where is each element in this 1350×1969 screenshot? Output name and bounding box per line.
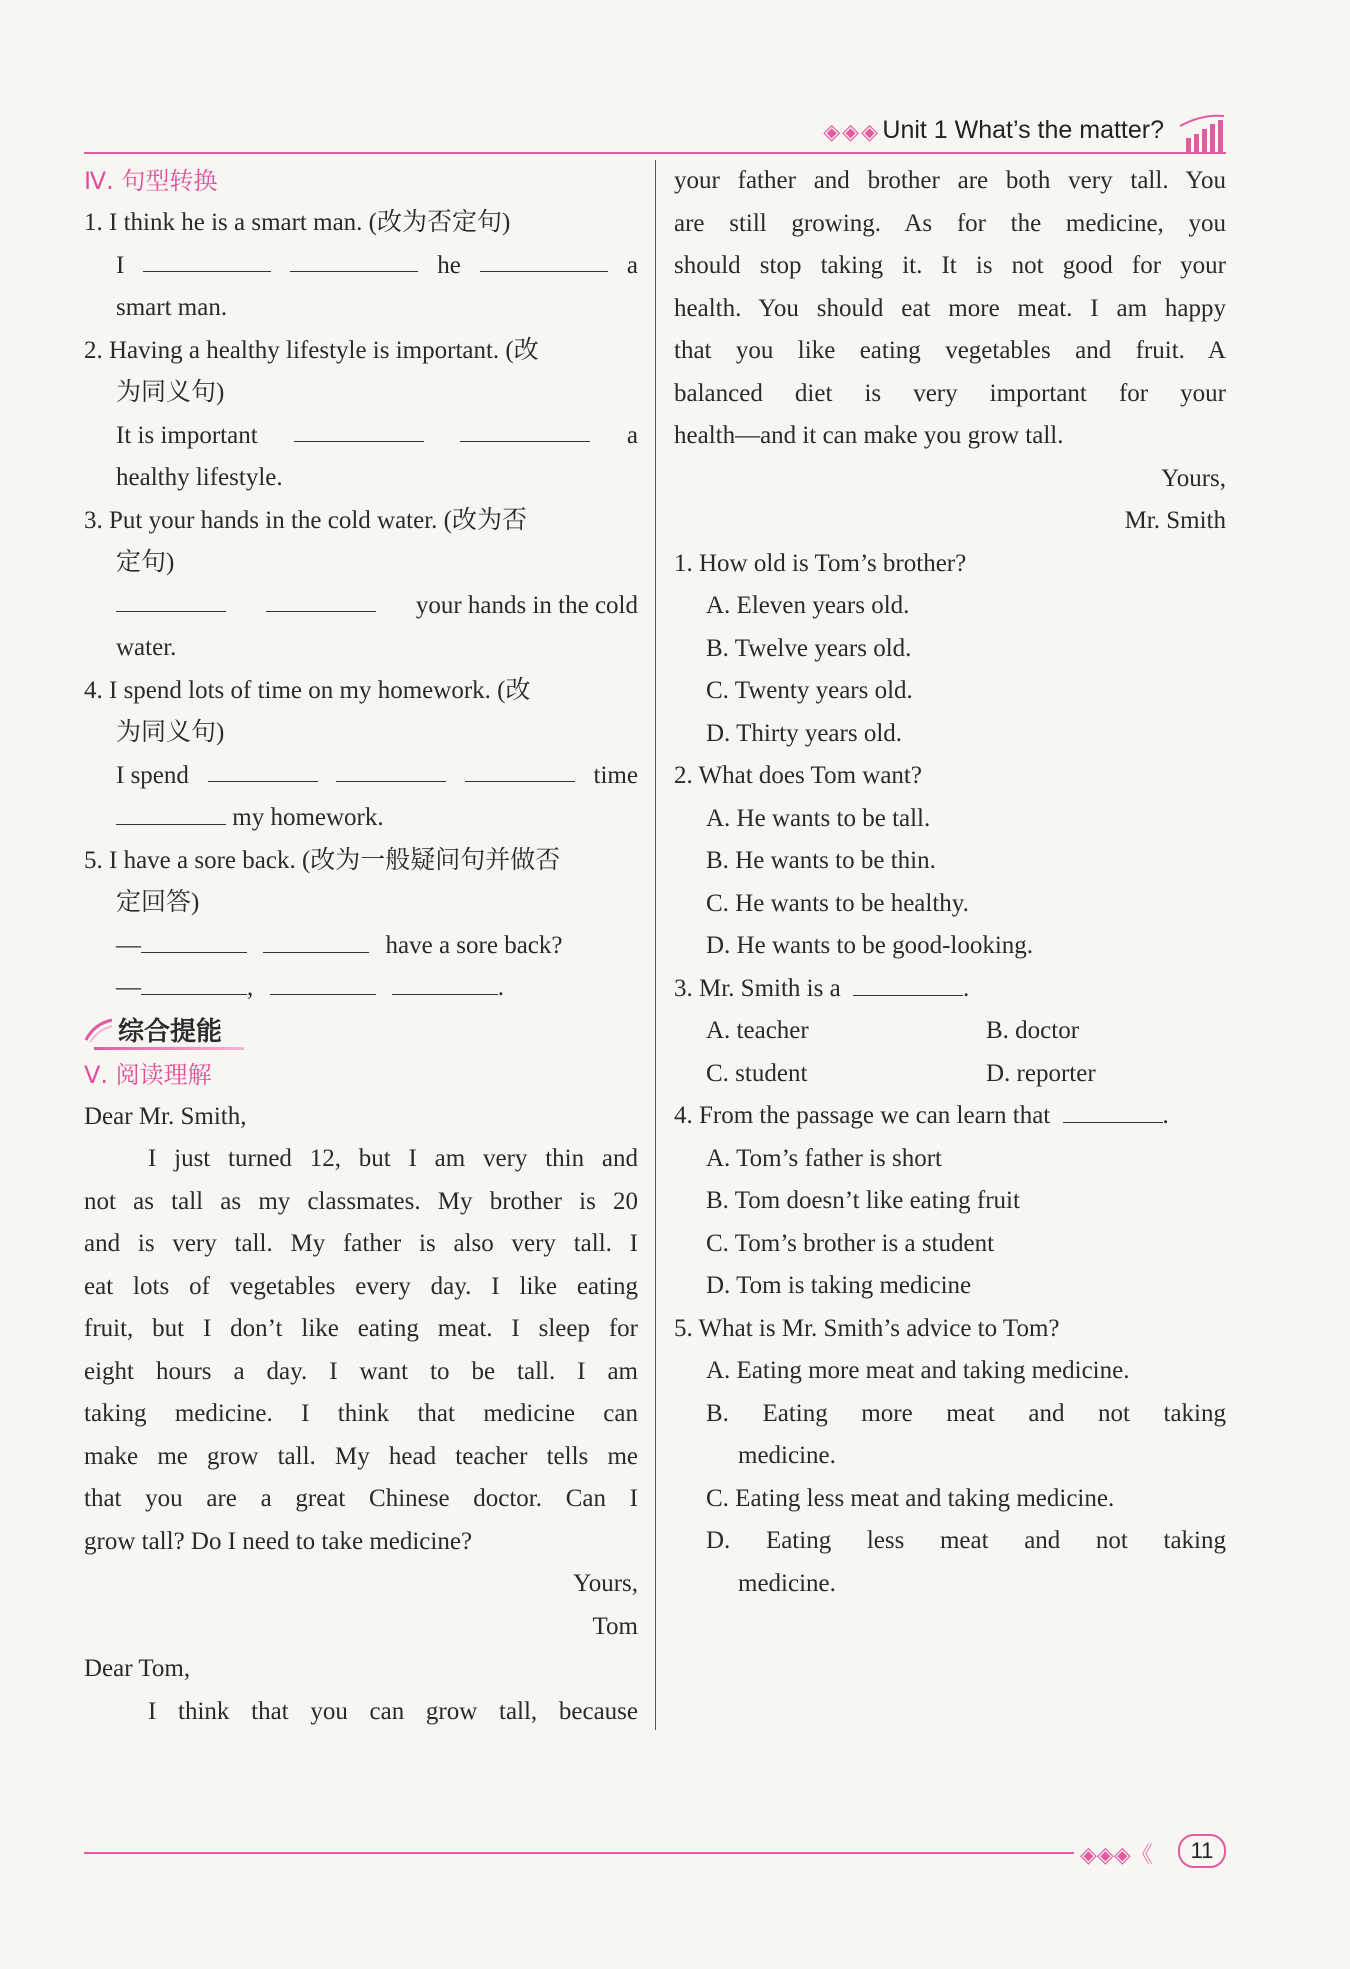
option-a[interactable]: A. Eating more meat and taking medicine. (706, 1357, 1130, 1384)
swoosh-icon (84, 1018, 114, 1044)
answer-blank[interactable] (116, 585, 226, 612)
answer-blank[interactable] (460, 415, 590, 442)
option-b-cont: medicine. (738, 1442, 836, 1469)
letter1-line: grow tall? Do I need to take medicine? (84, 1527, 473, 1555)
answer-blank[interactable] (290, 245, 418, 272)
q1-answer-end: smart man. (116, 294, 228, 321)
letter1-line: not as tall as my classmates. My brother is 20 (84, 1187, 638, 1215)
column-divider (655, 160, 656, 1730)
answer-blank[interactable] (141, 926, 247, 953)
q4-answer-line: I spend time (84, 755, 638, 798)
letter1-line: that you are a great Chinese doctor. Can I (84, 1485, 638, 1512)
letter2-closing: Yours, (1161, 464, 1226, 492)
option-a[interactable]: A. He wants to be tall. (706, 804, 931, 832)
option-d[interactable]: D. Tom is taking medicine (706, 1272, 972, 1299)
letter2-line: balanced diet is very important for your (674, 379, 1226, 407)
answer-blank[interactable] (465, 755, 575, 782)
letter1-line: taking medicine. I think that medicine can (84, 1400, 638, 1427)
letter2-signature: Mr. Smith (1124, 507, 1226, 534)
page-header (84, 112, 1226, 154)
letter2-line: your father and brother are both very tall. You (674, 167, 1226, 194)
letter2-line: are still growing. As for the medicine, you (674, 209, 1226, 237)
q5-answer-line-1: — have a sore back? (84, 925, 638, 968)
answer-blank[interactable] (263, 926, 369, 953)
q5-prompt: 5. I have a sore back. (改为一般疑问句并做否 (84, 846, 561, 874)
option-d[interactable]: D. He wants to be good-looking. (706, 932, 1034, 959)
q3-prompt: 3. Put your hands in the cold water. (改为否 (84, 506, 527, 534)
page-number: 11 (1178, 1834, 1226, 1868)
answer-blank[interactable] (336, 755, 446, 782)
q4-prompt: 4. I spend lots of time on my homework. (改 (84, 676, 531, 704)
option-b[interactable]: B. Twelve years old. (706, 634, 912, 662)
answer-blank[interactable] (208, 755, 318, 782)
letter2-line: health. You should eat more meat. I am happy (674, 294, 1226, 322)
option-a[interactable]: A. teacher (706, 1017, 809, 1044)
q2-answer-end: healthy lifestyle. (116, 464, 283, 491)
option-c[interactable]: C. Tom’s brother is a student (706, 1229, 995, 1257)
q3-answer-end: water. (116, 634, 177, 661)
option-b[interactable]: B. doctor (986, 1017, 1080, 1044)
option-b[interactable]: B. He wants to be thin. (706, 847, 936, 874)
letter2-line: I think that you can grow tall, because (148, 1697, 638, 1725)
option-d-cont: medicine. (738, 1569, 836, 1597)
ascending-bars-icon (1178, 112, 1226, 152)
option-d[interactable]: D. Eating less meat and not taking (706, 1527, 1226, 1554)
section-5-heading: Ⅴ. 阅读理解 (84, 1060, 212, 1089)
right-column (674, 160, 1226, 1605)
comprehensive-heading: 综合提能 (84, 1010, 638, 1054)
letter2-salutation: Dear Tom, (84, 1655, 191, 1682)
q4-answer-end: my homework. (84, 797, 638, 840)
answer-blank[interactable] (266, 585, 376, 612)
option-b[interactable]: B. Tom doesn’t like eating fruit (706, 1187, 1020, 1214)
letter2-line: should stop taking it. It is not good for your (674, 252, 1226, 279)
unit-title: Unit 1 What’s the matter? (882, 116, 1164, 144)
q2-answer-line: It is important a (84, 415, 638, 458)
option-c[interactable]: C. student (706, 1059, 808, 1087)
option-c[interactable]: C. Twenty years old. (706, 677, 913, 704)
answer-blank[interactable] (1063, 1096, 1163, 1123)
letter1-line: eight hours a day. I want to be tall. I am (84, 1357, 638, 1385)
diamond-arrows-icon: ◈◈◈ (823, 120, 880, 145)
option-a[interactable]: A. Eleven years old. (706, 592, 910, 619)
options-row (674, 1053, 1226, 1096)
letter2-line: that you like eating vegetables and fruit. A (674, 337, 1226, 364)
letter1-salutation: Dear Mr. Smith, (84, 1102, 247, 1130)
letter1-line: make me grow tall. My head teacher tells me (84, 1442, 638, 1470)
answer-blank[interactable] (116, 798, 226, 825)
question-3: 3. Mr. Smith is a . (674, 968, 1226, 1011)
letter1-line: eat lots of vegetables every day. I like eating (84, 1272, 638, 1300)
letter2-line: health—and it can make you grow tall. (674, 422, 1064, 449)
q3-prompt-cont: 定句) (116, 549, 175, 576)
q2-prompt-cont: 为同义句) (116, 379, 225, 406)
q3-answer-line: your hands in the cold (84, 585, 638, 628)
q5-answer-line-2: — , . (84, 967, 638, 1010)
q1-prompt: 1. I think he is a smart man. (改为否定句) (84, 209, 511, 236)
q1-answer-line: I he a (84, 245, 638, 288)
letter1-line: and is very tall. My father is also very tall. I (84, 1230, 638, 1257)
answer-blank[interactable] (143, 245, 271, 272)
left-column (84, 160, 638, 1733)
answer-blank[interactable] (392, 968, 498, 995)
question-1: 1. How old is Tom’s brother? (674, 549, 967, 577)
option-b[interactable]: B. Eating more meat and not taking (706, 1399, 1226, 1427)
question-5: 5. What is Mr. Smith’s advice to Tom? (674, 1314, 1060, 1342)
letter1-signature: Tom (592, 1612, 638, 1640)
footer-rule (84, 1852, 1074, 1854)
q4-prompt-cont: 为同义句) (116, 719, 225, 746)
letter1-line: fruit, but I don’t like eating meat. I sleep for (84, 1315, 638, 1342)
q5-prompt-cont: 定回答) (116, 889, 200, 916)
answer-blank[interactable] (853, 969, 963, 996)
option-c[interactable]: C. He wants to be healthy. (706, 889, 969, 917)
diamond-arrows-icon: ◈◈◈《 (1080, 1843, 1153, 1868)
options-row (674, 1010, 1226, 1053)
answer-blank[interactable] (294, 415, 424, 442)
question-4: 4. From the passage we can learn that . (674, 1095, 1226, 1138)
option-a[interactable]: A. Tom’s father is short (706, 1144, 942, 1172)
heading-underline (94, 1047, 244, 1050)
question-2: 2. What does Tom want? (674, 762, 922, 789)
q2-prompt: 2. Having a healthy lifestyle is important. (改 (84, 336, 539, 364)
option-d[interactable]: D. Thirty years old. (706, 719, 903, 747)
option-d[interactable]: D. reporter (986, 1059, 1096, 1087)
section-4-heading: Ⅳ. 句型转换 (84, 167, 218, 195)
letter1-line: I just turned 12, but I am very thin and (148, 1145, 638, 1172)
option-c[interactable]: C. Eating less meat and taking medicine. (706, 1484, 1115, 1512)
answer-blank[interactable] (270, 968, 376, 995)
answer-blank[interactable] (480, 245, 608, 272)
answer-blank[interactable] (141, 968, 247, 995)
letter1-closing: Yours, (573, 1570, 638, 1597)
